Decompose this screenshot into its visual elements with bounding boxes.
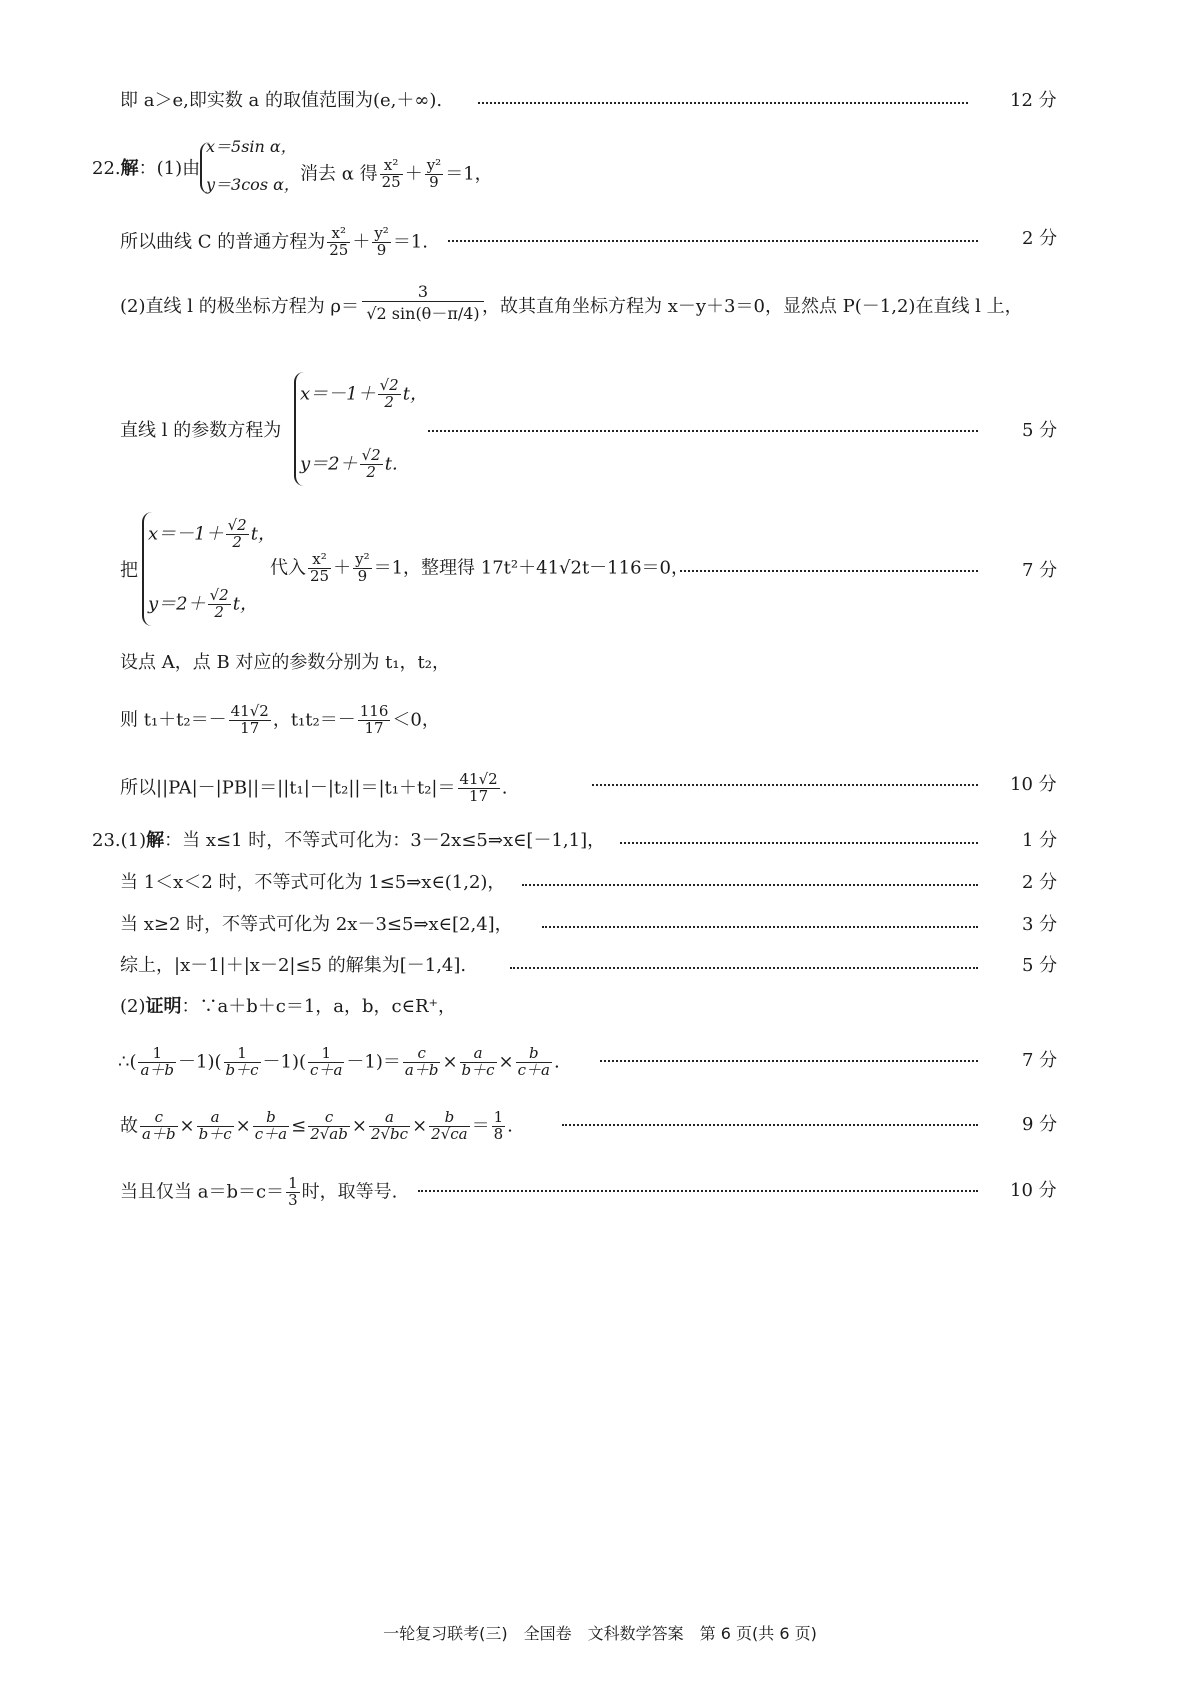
- line-text: ，故其直角坐标方程为 x－y＋3＝0，显然点 P(－1,2)在直线 l 上，: [482, 296, 1023, 317]
- system-eq-2: y＝2＋: [300, 453, 358, 475]
- line-text: t，: [250, 523, 276, 545]
- score: 10 分: [1010, 1180, 1057, 1201]
- answer-line-17: [0, 1170, 1200, 1220]
- line-text: 设点 A，点 B 对应的参数分别为 t₁，t₂，: [120, 652, 451, 673]
- frac-num: b: [253, 1110, 289, 1127]
- therefore-symbol: ∴: [118, 1051, 130, 1073]
- frac-num: 41√2: [230, 702, 269, 720]
- line-text: t，: [232, 593, 258, 615]
- answer-line-4: [0, 284, 1200, 354]
- frac-num: c: [140, 1110, 178, 1127]
- frac-num: 1: [308, 1046, 344, 1063]
- frac-num: y²: [426, 156, 442, 174]
- line-text: 当 x≥2 时，不等式可化为 2x－3≤5⇒x∈[2,4]，: [120, 914, 513, 935]
- frac-den: a＋b: [404, 1060, 439, 1079]
- frac-den: 17: [364, 718, 384, 737]
- plus: ＋: [404, 163, 423, 185]
- dot-leader: [680, 570, 978, 572]
- frac-den: 8: [493, 1124, 504, 1143]
- frac-den: 17: [469, 786, 489, 805]
- line-text: ＜0，: [392, 709, 440, 731]
- answer-line-8: [0, 696, 1200, 746]
- line-text: －1: [346, 1051, 376, 1073]
- system-eq-1: x＝－1＋: [148, 523, 224, 545]
- frac-num: x²: [327, 226, 350, 243]
- score: 7 分: [1022, 1050, 1058, 1071]
- solution-label: 解: [120, 158, 139, 179]
- times: ×: [498, 1051, 514, 1073]
- frac-den: c＋a: [517, 1060, 550, 1079]
- times: ×: [235, 1115, 251, 1137]
- dot-leader: [448, 240, 978, 242]
- frac-den: 9: [429, 172, 439, 191]
- answer-line-9: [0, 764, 1200, 814]
- frac-num: 1: [288, 1174, 298, 1192]
- frac-num: √2: [209, 586, 229, 604]
- line-text: 所以曲线 C 的普通方程为: [120, 231, 326, 253]
- equals: ＝: [471, 1115, 490, 1137]
- frac-den: 2: [384, 392, 394, 411]
- score: 5 分: [1022, 420, 1058, 441]
- solution-label: 解: [146, 830, 165, 851]
- line-text: (1): [120, 830, 147, 851]
- answer-line-1: [0, 90, 1200, 130]
- score: 2 分: [1022, 228, 1058, 249]
- line-text: 代入: [270, 557, 306, 579]
- line-text: 故: [120, 1115, 138, 1137]
- dot-leader: [478, 102, 968, 104]
- line-text: t，: [402, 383, 428, 405]
- answer-line-5: [0, 370, 1200, 492]
- line-text: －1: [262, 1051, 292, 1073]
- answer-line-7: [0, 652, 1200, 692]
- frac-den: c＋a: [310, 1060, 343, 1079]
- frac-num: c: [308, 1110, 350, 1127]
- system-eq-2: y＝3cos α，: [206, 175, 300, 194]
- system-eq-1: x＝－1＋: [300, 383, 376, 405]
- dot-leader: [522, 884, 978, 886]
- dot-leader: [592, 784, 978, 786]
- less-equal: ≤: [291, 1115, 307, 1137]
- line-text: .: [501, 777, 508, 799]
- question-23-line-1: [0, 830, 1200, 870]
- frac-den: 2: [214, 602, 224, 621]
- dot-leader: [428, 430, 978, 432]
- frac-den: a＋b: [142, 1124, 176, 1143]
- page-footer: 一轮复习联考(三) 全国卷 文科数学答案 第 6 页(共 6 页): [383, 1624, 817, 1643]
- frac-den: 25: [310, 566, 330, 585]
- frac-den: b＋c: [198, 1124, 232, 1143]
- frac-den: 3: [288, 1190, 298, 1209]
- frac-den: 9: [376, 240, 387, 259]
- plus: ＋: [333, 557, 352, 579]
- line-text: ，t₁t₂＝－: [272, 709, 356, 731]
- dot-leader: [542, 926, 978, 928]
- frac-num: 116: [359, 702, 389, 720]
- frac-den: 2: [232, 532, 242, 551]
- dot-leader: [510, 967, 978, 969]
- frac-den: c＋a: [254, 1124, 288, 1143]
- times: ×: [442, 1051, 458, 1073]
- line-text: 把: [120, 560, 138, 581]
- frac-num: y²: [374, 224, 389, 242]
- dot-leader: [418, 1190, 978, 1192]
- frac-num: b: [429, 1110, 469, 1127]
- answer-line-14: [0, 996, 1200, 1036]
- line-text: .: [507, 1115, 513, 1137]
- times: ×: [179, 1115, 195, 1137]
- times: ×: [412, 1115, 428, 1137]
- plus: ＋: [352, 231, 371, 253]
- line-text: ＝1.: [392, 231, 428, 253]
- frac-num: x²: [308, 552, 331, 569]
- frac-num: 1: [493, 1108, 504, 1126]
- line-text: (2): [120, 996, 146, 1017]
- line-text: 则 t₁＋t₂＝－: [120, 709, 227, 731]
- line-text: 即 a＞e,即实数 a 的取值范围为(e,＋∞).: [120, 90, 443, 111]
- line-text: ：当 x≤1 时，不等式可化为：3－2x≤5⇒x∈[－1,1]，: [164, 830, 606, 851]
- frac-den: 2√bc: [370, 1124, 409, 1143]
- line-text: 直线 l 的参数方程为: [120, 420, 282, 441]
- line-text: (2)直线 l 的极坐标方程为 ρ＝: [120, 296, 359, 317]
- fraction: [362, 284, 484, 323]
- frac-den: 17: [240, 718, 260, 737]
- score: 3 分: [1022, 914, 1058, 935]
- answer-line-12: [0, 914, 1200, 954]
- line-text: 综上，|x－1|＋|x－2|≤5 的解集为[－1,4].: [120, 955, 467, 976]
- line-text: ＝1，: [445, 163, 493, 185]
- score: 12 分: [1010, 90, 1057, 111]
- line-text: －1: [178, 1051, 208, 1073]
- frac-num: a: [197, 1110, 234, 1127]
- frac-den: 2√ab: [310, 1124, 348, 1143]
- frac-den: a＋b: [140, 1060, 175, 1079]
- proof-label: 证明: [145, 996, 182, 1017]
- frac-den: 2: [366, 462, 376, 481]
- question-number: 23.: [92, 830, 121, 851]
- score: 7 分: [1022, 560, 1058, 581]
- line-text: .: [554, 1051, 560, 1073]
- frac-den: 9: [357, 566, 368, 585]
- score: 2 分: [1022, 872, 1058, 893]
- frac-den: √2 sin(θ－π/4): [366, 303, 480, 323]
- answer-line-13: [0, 955, 1200, 995]
- score: 9 分: [1022, 1114, 1058, 1135]
- frac-num: y²: [355, 550, 370, 568]
- frac-num: a: [369, 1110, 410, 1127]
- frac-num: 1: [224, 1046, 261, 1063]
- times: ×: [351, 1115, 367, 1137]
- frac-den: 2√ca: [431, 1124, 468, 1143]
- line-text: 时，取等号.: [301, 1181, 398, 1203]
- dot-leader: [620, 842, 978, 844]
- answer-line-6: [0, 510, 1200, 632]
- line-text: 当且仅当 a＝b＝c＝: [120, 1181, 285, 1203]
- frac-num: √2: [227, 516, 247, 534]
- line-text: t.: [384, 453, 398, 475]
- line-text: ：∵a＋b＋c＝1，a，b，c∈R⁺，: [181, 996, 456, 1017]
- frac-den: 25: [381, 172, 401, 191]
- answer-line-11: [0, 872, 1200, 912]
- frac-num: 1: [138, 1046, 176, 1063]
- dot-leader: [600, 1060, 978, 1062]
- answer-line-15: ∴( $\frac{1}{a+b}$ －1)( $\frac{1}{b+c}$ －1)( $\frac{1}{c+a}$ －1)＝ $\frac{c}{a+b}$ × $\frac{a}{b+c}$ × $\frac{b}{c+a}$ . 7 分: [118, 1044, 1058, 1079]
- system-eq-2: y＝2＋: [148, 593, 206, 615]
- score: 1 分: [1022, 830, 1058, 851]
- frac-num: √2: [379, 376, 399, 394]
- answer-line-3: [0, 222, 1200, 266]
- score: 5 分: [1022, 955, 1058, 976]
- dot-leader: [562, 1124, 978, 1126]
- frac-num: x²: [380, 158, 403, 175]
- frac-num: √2: [361, 446, 381, 464]
- frac-num: 3: [362, 284, 484, 302]
- frac-den: b＋c: [225, 1060, 259, 1079]
- line-text: 消去 α 得: [300, 163, 378, 185]
- line-text: 所以||PA|－|PB||＝||t₁|－|t₂||＝|t₁＋t₂|＝: [120, 777, 456, 799]
- line-text: 当 1＜x＜2 时，不等式可化为 1≤5⇒x∈(1,2)，: [120, 872, 506, 893]
- answer-line-16: [0, 1100, 1200, 1150]
- line-text: ：(1)由: [138, 158, 201, 179]
- frac-num: 41√2: [459, 770, 498, 788]
- frac-num: a: [460, 1046, 497, 1063]
- frac-den: 25: [329, 240, 349, 259]
- question-number: 22.: [92, 158, 121, 179]
- line-text: ＝1，整理得 17t²＋41√2t－116＝0，: [373, 557, 689, 579]
- score: 10 分: [1010, 774, 1057, 795]
- frac-num: b: [516, 1046, 552, 1063]
- frac-num: c: [403, 1046, 441, 1063]
- question-22-intro: [0, 137, 1200, 200]
- equals: ＝: [382, 1051, 401, 1073]
- frac-den: b＋c: [461, 1060, 495, 1079]
- system-eq-1: x＝5sin α，: [206, 137, 297, 156]
